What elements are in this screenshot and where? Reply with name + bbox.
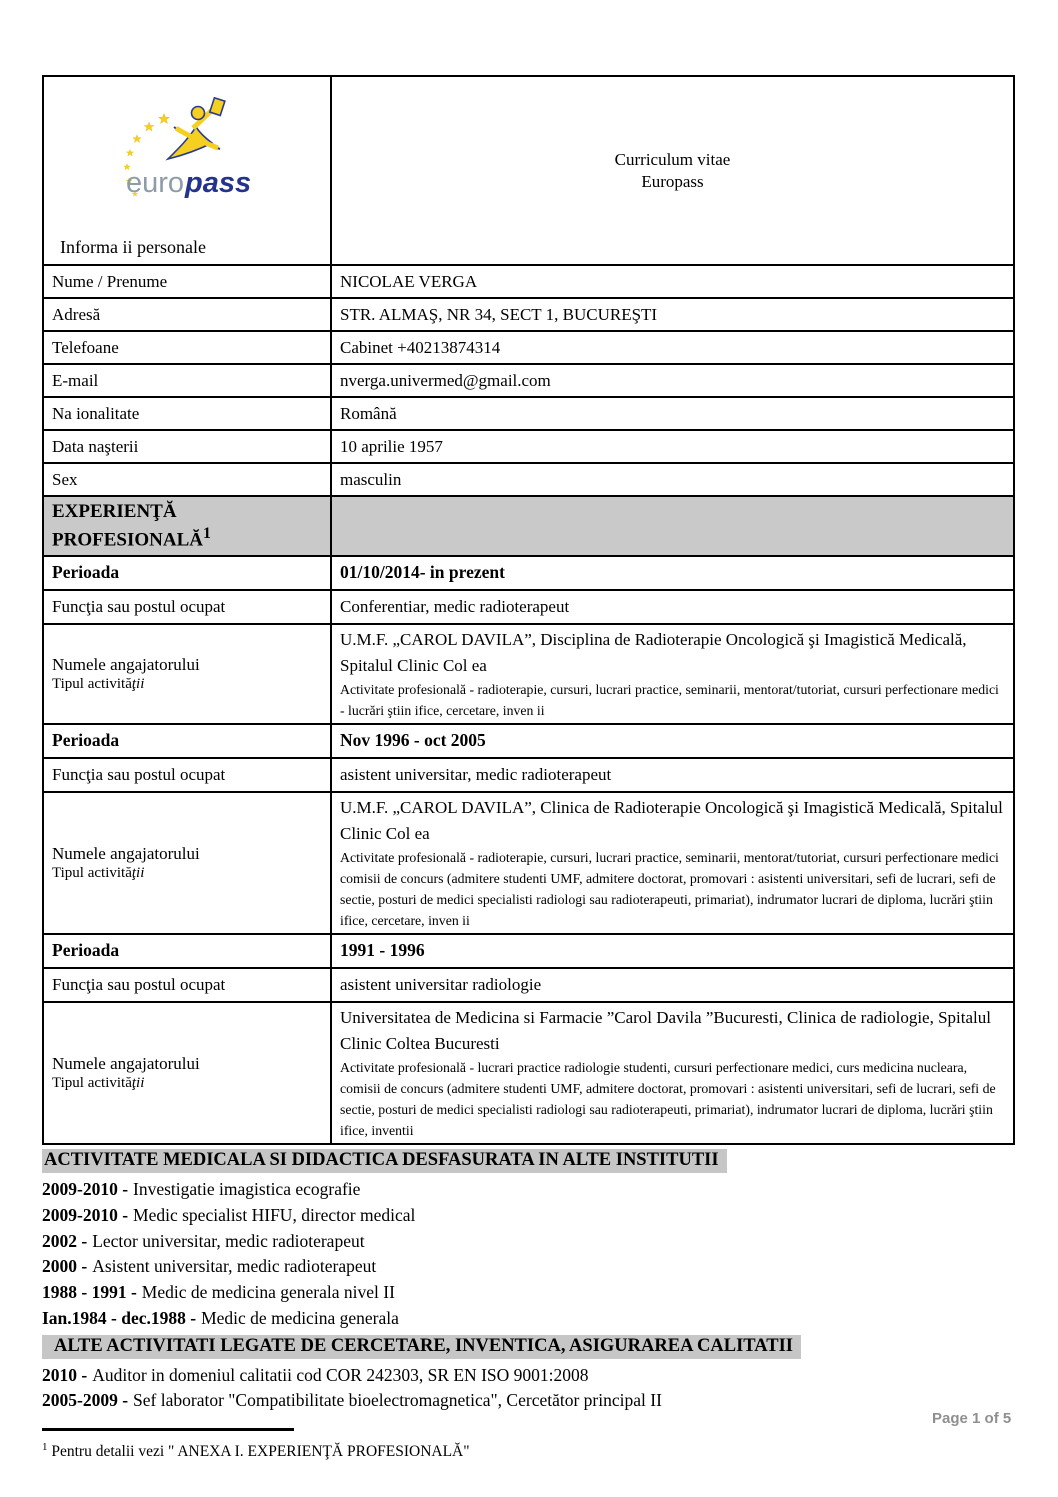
- experience-section-title: EXPERIENŢĂ PROFESIONALĂ$^1$: [43, 496, 331, 556]
- employer-label: Numele angajatorului: [52, 844, 200, 863]
- table-row: [43, 397, 1014, 430]
- position-value: asistent universitar radiologie: [331, 968, 1014, 1002]
- table-row: [43, 968, 1014, 1002]
- footnote: $^1$ Pentru detalii vezi " ANEXA I. EXPERIENŢĂ PROFESIONALĂ": [42, 1441, 470, 1461]
- field-label: Data naşterii: [43, 430, 331, 463]
- field-label: Na ionalitate: [43, 397, 331, 430]
- logo-pass-text: pass: [185, 167, 252, 199]
- position-value: Conferentiar, medic radioterapeut: [331, 590, 1014, 624]
- position-label: Funcţia sau postul ocupat: [43, 968, 331, 1002]
- header-row: [43, 76, 1014, 265]
- table-row: [43, 792, 1014, 934]
- activity-description: Activitate profesională - radioterapie, cursuri, lucrari practice, seminarii, mentorat/tutoriat, cursuri perfectionare medici comisii de concurs (admitere studenti UMF, admitere doctorat, promovari : asistenti universitari, sefi de lucrari, sefi de sectie, posturi de medici specialisti radiologi sau radioterapeuti, primariat), indrumator lucrari de diploma, lucrări ştiin ifice, cercetare, inven ii: [340, 850, 999, 928]
- period-label: Perioada: [43, 934, 331, 968]
- period-value: Nov 1996 - oct 2005: [331, 724, 1014, 758]
- other-activities-section: [42, 1147, 1013, 1461]
- europass-logo: [108, 97, 266, 206]
- table-row: [43, 624, 1014, 724]
- table-row: [43, 590, 1014, 624]
- cv-table: [42, 75, 1015, 1145]
- experience-section-header-spacer: [331, 496, 1014, 556]
- employer-label-cell: [43, 624, 331, 724]
- list-item: 2000 - Asistent universitar, medic radioterapeut: [42, 1256, 377, 1277]
- period-label: Perioada: [43, 556, 331, 590]
- europass-logo-icon: [108, 97, 266, 201]
- experience-section-header-row: [43, 496, 1014, 556]
- list-item: 2009-2010 - Medic specialist HIFU, director medical: [42, 1204, 416, 1225]
- logo-figure: [168, 98, 225, 159]
- employer-name: U.M.F. „CAROL DAVILA”, Clinica de Radioterapie Oncologică şi Imagistică Medicală, Spitalul Clinic Col ea: [340, 798, 1003, 843]
- list-item: 1988 - 1991 - Medic de medicina generala nivel II: [42, 1282, 395, 1302]
- list-item: 2002 - Lector universitar, medic radioterapeut: [42, 1230, 365, 1251]
- table-row: [43, 331, 1014, 364]
- field-value: STR. ALMAŞ, NR 34, SECT 1, BUCUREŞTI: [331, 298, 1014, 331]
- other-activities-heading: ACTIVITATE MEDICALA SI DIDACTICA DESFASURATA IN ALTE INSTITUTII: [42, 1149, 727, 1173]
- personal-info-section-label: Informa ii personale: [60, 236, 206, 257]
- employer-label: Numele angajatorului: [52, 655, 200, 674]
- list-item: 2010 - Auditor in domeniul calitatii cod COR 242303, SR EN ISO 9001:2008: [42, 1364, 589, 1385]
- table-row: [43, 364, 1014, 397]
- activity-type-label: Tipul activităţii: [52, 865, 145, 882]
- field-label: E-mail: [43, 364, 331, 397]
- employer-value-cell: [331, 792, 1014, 934]
- position-value: asistent universitar, medic radioterapeut: [331, 758, 1014, 792]
- table-row: [43, 556, 1014, 590]
- field-value: nverga.univermed@gmail.com: [331, 364, 1014, 397]
- table-row: [43, 934, 1014, 968]
- period-value: 1991 - 1996: [331, 934, 1014, 968]
- table-row: [43, 724, 1014, 758]
- employer-name: U.M.F. „CAROL DAVILA”, Disciplina de Radioterapie Oncologică şi Imagistică Medicală, Spitalul Clinic Col ea: [340, 630, 967, 675]
- logo-cell: [43, 76, 331, 265]
- period-label: Perioada: [43, 724, 331, 758]
- period-value: 01/10/2014- in prezent: [331, 556, 1014, 590]
- employer-label-cell: [43, 1002, 331, 1144]
- document-title: Curriculum vitae: [614, 150, 731, 170]
- table-row: [43, 463, 1014, 496]
- list-item: Ian.1984 - dec.1988 - Medic de medicina generala: [42, 1307, 399, 1328]
- document-subtitle: Europass: [641, 171, 704, 191]
- activity-type-label: Tipul activităţii: [52, 1075, 145, 1092]
- field-label: Telefoane: [43, 331, 331, 364]
- employer-value-cell: [331, 624, 1014, 724]
- cv-document: [42, 75, 1013, 1461]
- position-label: Funcţia sau postul ocupat: [43, 590, 331, 624]
- field-value: Cabinet +40213874314: [331, 331, 1014, 364]
- list-item: 2005-2009 - Sef laborator "Compatibilitate bioelectromagnetica", Cercetător principal II: [42, 1390, 662, 1411]
- field-value: Română: [331, 397, 1014, 430]
- field-label: Adresă: [43, 298, 331, 331]
- position-label: Funcţia sau postul ocupat: [43, 758, 331, 792]
- table-row: [43, 758, 1014, 792]
- employer-name: Universitatea de Medicina si Farmacie ”Carol Davila ”Bucuresti, Clinica de radiologie, Spitalul Clinic Coltea Bucuresti: [340, 1008, 991, 1053]
- page-number: Page 1 of 5: [932, 1410, 1012, 1427]
- employer-label: Numele angajatorului: [52, 1054, 200, 1073]
- field-value: masculin: [331, 463, 1014, 496]
- activity-type-label: Tipul activităţii: [52, 676, 145, 693]
- logo-euro-text: euro: [126, 167, 185, 199]
- table-row: [43, 298, 1014, 331]
- list-item: 2009-2010 - Investigatie imagistica ecografie: [42, 1179, 361, 1199]
- footnote-separator: [42, 1428, 294, 1431]
- employer-label-cell: [43, 792, 331, 934]
- field-value: 10 aprilie 1957: [331, 430, 1014, 463]
- table-row: [43, 265, 1014, 298]
- field-label: Sex: [43, 463, 331, 496]
- document-title-cell: [331, 76, 1014, 265]
- employer-value-cell: [331, 1002, 1014, 1144]
- field-label: Nume / Prenume: [43, 265, 331, 298]
- quality-activities-heading: ALTE ACTIVITATI LEGATE DE CERCETARE, INVENTICA, ASIGURAREA CALITATII: [42, 1335, 801, 1359]
- activity-description: Activitate profesională - radioterapie, cursuri, lucrari practice, seminarii, mentorat/tutoriat, cursuri perfectionare medici - lucrări ştiin ifice, cercetare, inven ii: [340, 682, 999, 718]
- footnote-marker: 1: [42, 1441, 48, 1453]
- activity-description: Activitate profesională - lucrari practice radiologie studenti, cursuri perfectionare medici, curs medicina nucleara, comisii de concurs (admitere studenti UMF, admitere doctorat, promovari : asistenti universitari, sefi de lucrari, sefi de sectie, posturi de medici specialisti radiologi sau radioterapeuti, primariat), indrumator lucrari de diploma, lucrări ştiin ifice, inventii: [340, 1060, 996, 1138]
- field-value: NICOLAE VERGA: [331, 265, 1014, 298]
- table-row: [43, 430, 1014, 463]
- table-row: [43, 1002, 1014, 1144]
- footnote-reference: 1: [202, 524, 211, 542]
